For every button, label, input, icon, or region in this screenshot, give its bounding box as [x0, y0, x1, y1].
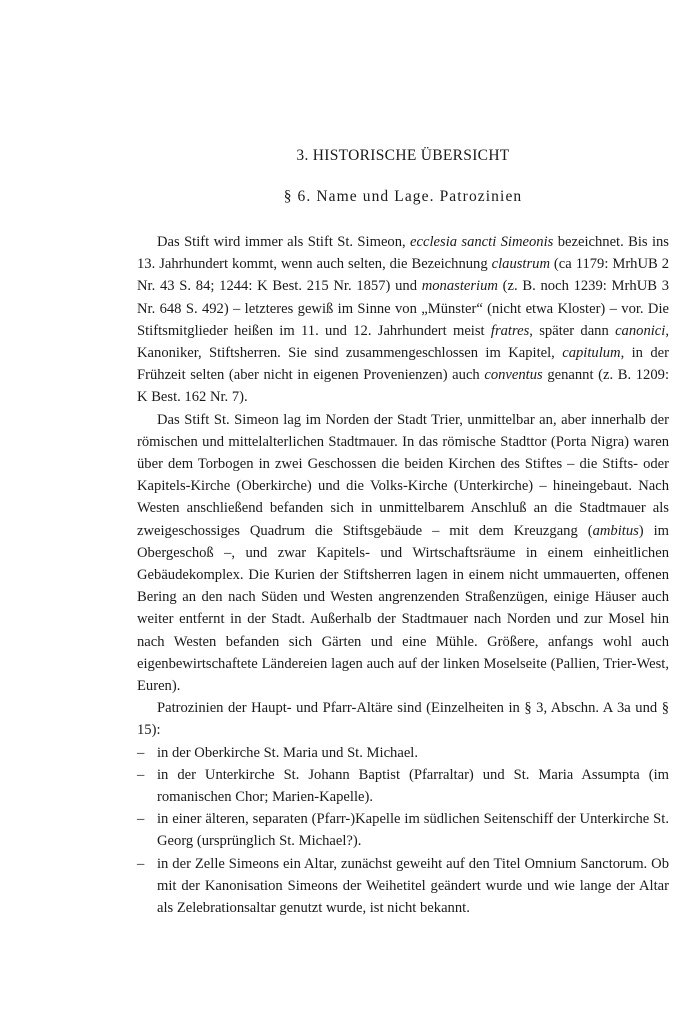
- list-dash: –: [137, 744, 145, 761]
- italic-term: canonici: [615, 322, 666, 339]
- paragraph-name: [137, 231, 669, 409]
- text-run: Das Stift St. Simeon lag im Norden der Stadt Trier, unmittelbar an, aber innerhalb der römischen und mittelalterlichen Stadtmauer. In das römische Stadttor (Porta Nigra) waren über dem Torbogen in zwei Geschossen die beiden Kirchen des Stiftes – die Stifts- oder Kapitels-Kirche (Oberkirche) und die Volks-Kirche (Unterkirche) – hineingebaut. Nach Westen anschließend befanden sich in unmittelbarem Anschluß an die Stadtmauer als zweigeschossiges Quadrum die Stiftsgebäude – mit dem Kreuzgang (: [137, 411, 669, 539]
- list-dash: –: [137, 855, 145, 872]
- italic-term: conventus: [484, 367, 543, 384]
- list-item: [137, 808, 669, 852]
- italic-term: fratres: [490, 322, 530, 339]
- list-dash: –: [137, 766, 145, 783]
- list-item-text: in der Zelle Simeons ein Altar, zunächst geweiht auf den Titel Omnium Sanctorum. Ob mit der Kanonisation Simeons der Weihetitel geändert wurde und wie lange der Altar als Zelebrationsaltar genutzt wurde, ist nicht bekannt.: [157, 855, 669, 917]
- text-run: , in der Frühzeit selten (aber nicht in eigenen Provenienzen) auch: [137, 345, 670, 384]
- body-text: [137, 231, 669, 919]
- italic-term: claustrum: [491, 256, 550, 273]
- list-item-text: in der Oberkirche St. Maria und St. Michael.: [157, 744, 418, 761]
- text-run: Patrozinien der Haupt- und Pfarr-Altäre sind (Einzelheiten in § 3, Abschn. A 3a und § 15):: [137, 700, 669, 739]
- list-item-text: in einer älteren, separaten (Pfarr-)Kapelle im südlichen Seitenschiff der Unterkirche St. Georg (ursprünglich St. Michael?).: [157, 811, 669, 850]
- section-heading: § 6. Name und Lage. Patrozinien: [283, 188, 523, 205]
- text-run: , später dann: [529, 322, 616, 339]
- text-run: Das Stift wird immer als Stift St. Simeon,: [157, 234, 411, 250]
- document-page: [137, 146, 669, 919]
- italic-term: monasterium: [421, 278, 498, 295]
- text-run: genannt (z. B. 1209: K Best. 162 Nr. 7).: [137, 367, 670, 406]
- text-run: ) im Obergeschoß –, und zwar Kapitels- und Wirtschaftsräume in einem einheitlichen Gebäudekomplex. Die Kurien der Stiftsherren lagen in einem nicht ummauerten, offenen Bering an den nach Süden und Westen angrenzenden Straßenzügen, einige Häuser auch weiter entfernt in der Stadt. Außerhalb der Stadtmauer nach Norden und zur Mosel hin nach Westen befanden sich Gärten und eine Mühle. Größere, anfangs wohl auch eigenbewirtschaftete Ländereien lagen auch auf der linken Moselseite (Pallien, Trier-West, Euren).: [137, 522, 669, 695]
- list-item: [137, 853, 669, 920]
- text-run: (z. B. noch 1239: MrhUB 3 Nr. 648 S. 492) – letzteres gewiß im Sinne von „Münster“ (nicht etwa Kloster) – vor. Die Stiftsmitglieder heißen im 11. und 12. Jahrhundert meist: [137, 278, 669, 339]
- text-run: bezeichnet. Bis ins 13. Jahrhundert kommt, wenn auch selten, die Bezeichnung: [137, 234, 669, 273]
- italic-term: ecclesia sancti Simeonis: [410, 234, 554, 250]
- text-run: , Kanoniker, Stiftsherren. Sie sind zusammengeschlossen im Kapitel,: [137, 322, 669, 362]
- altar-list: [137, 742, 669, 920]
- chapter-heading: 3. HISTORISCHE ÜBERSICHT: [296, 147, 510, 164]
- italic-term: ambitus: [592, 522, 639, 539]
- list-item: [137, 742, 669, 764]
- italic-term: capitulum: [562, 345, 621, 362]
- list-item-text: in der Unterkirche St. Johann Baptist (Pfarraltar) und St. Maria Assumpta (im romanischen Chor; Marien-Kapelle).: [157, 766, 669, 806]
- list-item: [137, 764, 669, 808]
- paragraph-location: [137, 409, 669, 698]
- text-run: (ca 1179: MrhUB 2 Nr. 43 S. 84; 1244: K Best. 215 Nr. 1857) und: [137, 256, 670, 295]
- list-dash: –: [137, 811, 145, 828]
- paragraph-patrocinia: [137, 697, 669, 741]
